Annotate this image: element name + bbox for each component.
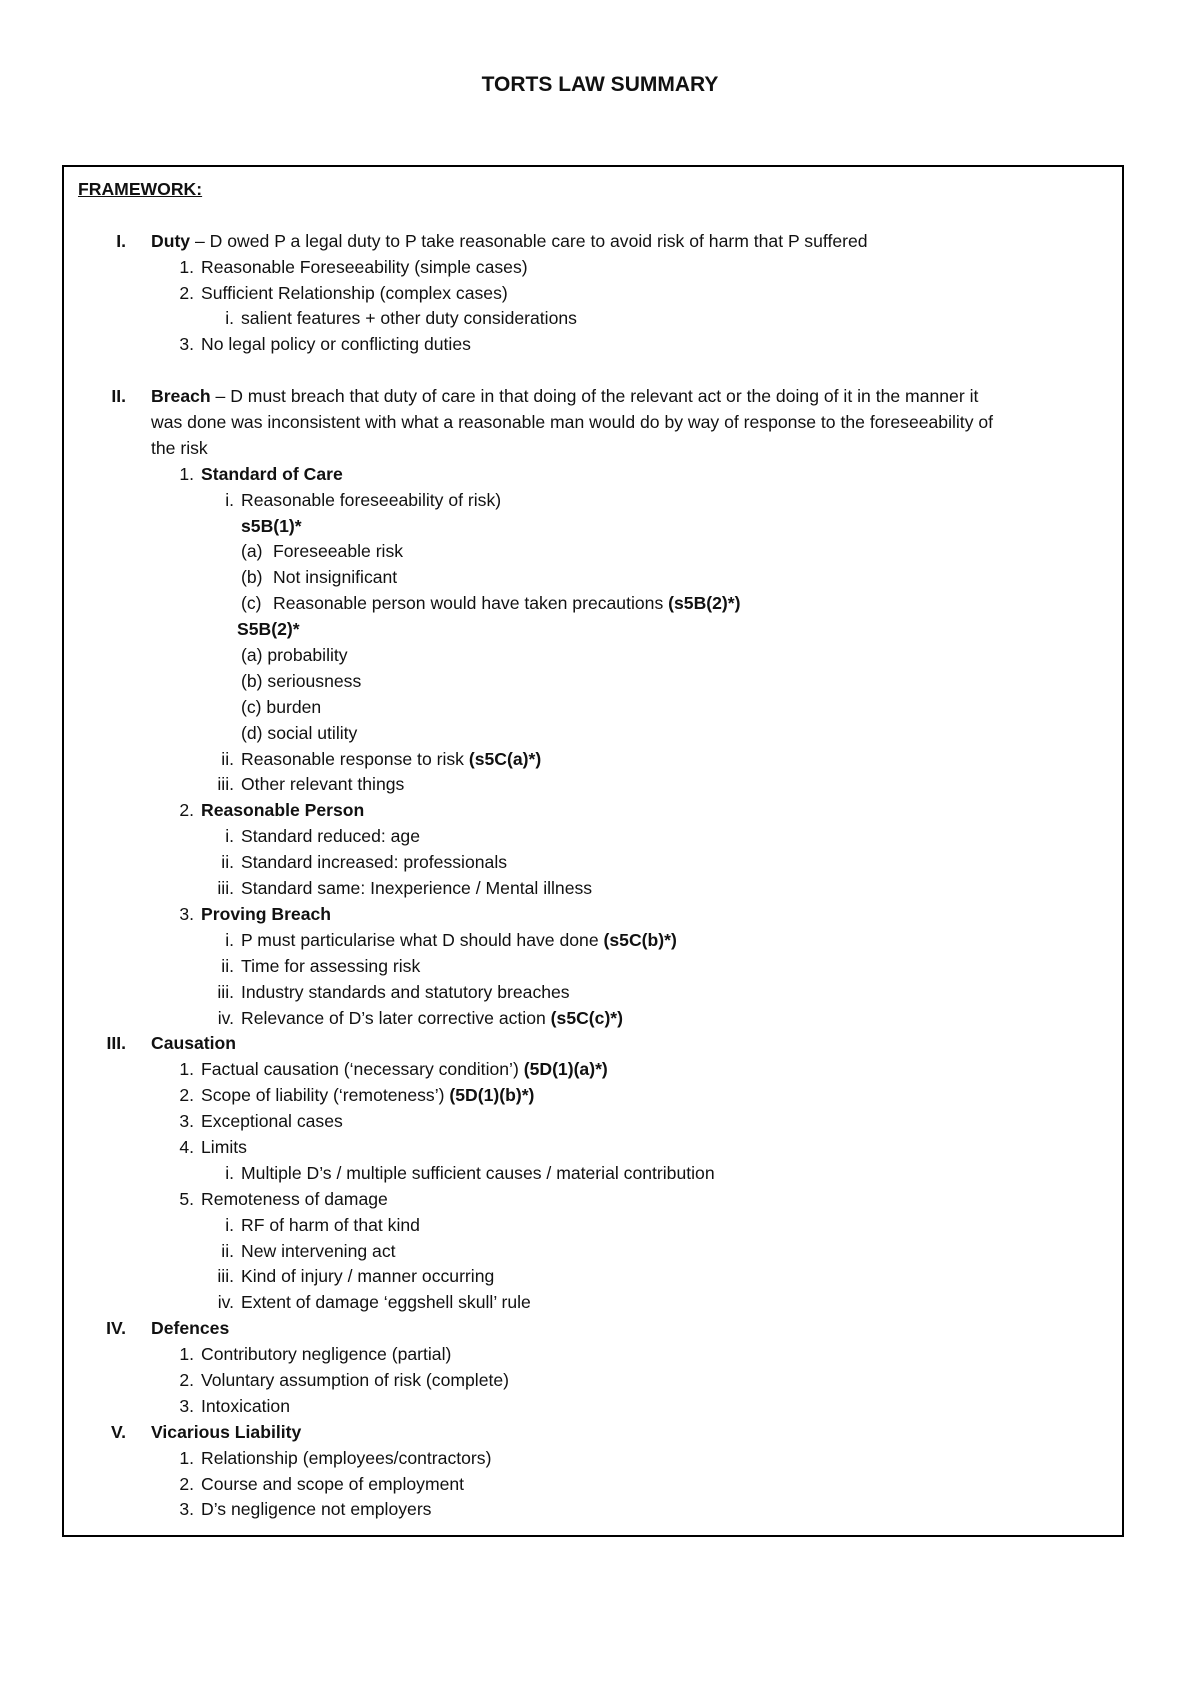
list-item: ii. Standard increased: professionals	[221, 852, 508, 873]
list-item: ii. Reasonable response to risk (s5C(a)*)	[221, 748, 542, 769]
section-heading: Duty	[151, 230, 191, 251]
section-numeral: II.	[111, 386, 126, 407]
statute-reference: (s5C(c)*)	[550, 1007, 624, 1028]
list-item: (c) burden	[241, 696, 322, 717]
list-item: (a) Foreseeable risk	[241, 541, 404, 562]
subsection-proving-breach: 3. Proving Breach	[78, 902, 1118, 928]
list-item: 2. Scope of liability (‘remoteness’) (5D(1)(b)*)	[179, 1085, 535, 1106]
list-item: ii. New intervening act	[221, 1240, 396, 1261]
list-item: i. P must particularise what D should have done (s5C(b)*)	[225, 929, 677, 950]
list-item: (c) Reasonable person would have taken precautions (s5B(2)*)	[241, 593, 741, 614]
section-heading: Vicarious Liability	[151, 1421, 302, 1442]
list-item: 1. Reasonable Foreseeability (simple cases)	[179, 256, 528, 277]
section-heading: Defences	[151, 1318, 230, 1339]
statute-reference: (5D(1)(a)*)	[523, 1059, 608, 1080]
page-title: TORTS LAW SUMMARY	[481, 73, 719, 96]
statute-reference: (5D(1)(b)*)	[449, 1085, 535, 1106]
list-item: (a) probability	[241, 645, 348, 666]
section-numeral: III.	[106, 1033, 126, 1054]
section-breach	[78, 384, 1118, 410]
section-description: – D must breach that duty of care in that doing of the relevant act or the doing of it in the manner it	[210, 386, 979, 407]
list-item: 3. No legal policy or conflicting duties	[179, 334, 471, 355]
list-item: i. salient features + other duty considerations	[225, 308, 577, 329]
statute-reference: (s5C(b)*)	[603, 929, 677, 950]
list-item: iv. Relevance of D’s later corrective action (s5C(c)*)	[217, 1007, 624, 1028]
list-item: 1. Relationship (employees/contractors)	[179, 1447, 492, 1468]
list-item: iii. Industry standards and statutory breaches	[217, 981, 570, 1002]
framework-content	[78, 177, 1118, 1523]
list-item: i. Standard reduced: age	[225, 826, 421, 847]
section-description: was done was inconsistent with what a reasonable man would do by way of response to the foreseeability of	[151, 412, 994, 433]
list-item: 2. Course and scope of employment	[179, 1473, 465, 1494]
section-heading: Breach	[151, 386, 211, 407]
section-causation	[78, 1031, 1118, 1057]
list-item: 5. Remoteness of damage	[179, 1188, 388, 1209]
statute-reference: (s5B(2)*)	[668, 593, 741, 614]
section-description: the risk	[151, 437, 208, 458]
list-item: 3. Exceptional cases	[179, 1111, 343, 1132]
list-item: ii. Time for assessing risk	[221, 955, 421, 976]
statute-reference: s5B(1)*	[241, 515, 302, 536]
section-vicarious-liability	[78, 1420, 1118, 1446]
list-item: 1. Factual causation (‘necessary condition’) (5D(1)(a)*)	[179, 1059, 608, 1080]
section-duty	[78, 229, 1118, 255]
list-item: 2. Voluntary assumption of risk (complete)	[179, 1369, 510, 1390]
framework-heading-line	[78, 177, 1118, 203]
list-item: 3. Intoxication	[179, 1395, 290, 1416]
section-description: – D owed P a legal duty to P take reasonable care to avoid risk of harm that P suffered	[190, 230, 868, 251]
statute-reference: S5B(2)*	[237, 619, 300, 640]
section-heading: Causation	[151, 1033, 237, 1054]
subsection-reasonable-person: 2. Reasonable Person	[78, 798, 1118, 824]
list-item: iii. Kind of injury / manner occurring	[217, 1266, 495, 1287]
list-item: i. RF of harm of that kind	[225, 1214, 420, 1235]
list-item: iii. Standard same: Inexperience / Mental illness	[217, 878, 593, 899]
section-numeral: V.	[110, 1421, 126, 1442]
list-item: 2. Sufficient Relationship (complex cases)	[179, 282, 508, 303]
list-item: i. Reasonable foreseeability of risk)	[225, 489, 502, 510]
section-numeral: IV.	[106, 1318, 126, 1339]
section-numeral: I.	[116, 230, 126, 251]
list-item: iii. Other relevant things	[217, 774, 405, 795]
list-item: 3. D’s negligence not employers	[179, 1499, 432, 1520]
list-item: iv. Extent of damage ‘eggshell skull’ rule	[217, 1292, 531, 1313]
framework-heading: FRAMEWORK:	[78, 179, 203, 199]
section-defences	[78, 1316, 1118, 1342]
statute-reference: (s5C(a)*)	[468, 748, 542, 769]
list-item: 1. Contributory negligence (partial)	[179, 1344, 452, 1365]
subsection-heading: Standard of Care	[201, 463, 343, 484]
list-item: (b) seriousness	[241, 670, 362, 691]
subsection-standard-of-care: 1. Standard of Care	[78, 462, 1118, 488]
list-item: 4. Limits	[179, 1136, 247, 1157]
list-item: i. Multiple D’s / multiple sufficient causes / material contribution	[225, 1162, 715, 1183]
list-item: (d) social utility	[241, 722, 358, 743]
subsection-heading: Proving Breach	[201, 903, 332, 924]
list-item: (b) Not insignificant	[241, 567, 398, 588]
subsection-heading: Reasonable Person	[201, 800, 365, 821]
